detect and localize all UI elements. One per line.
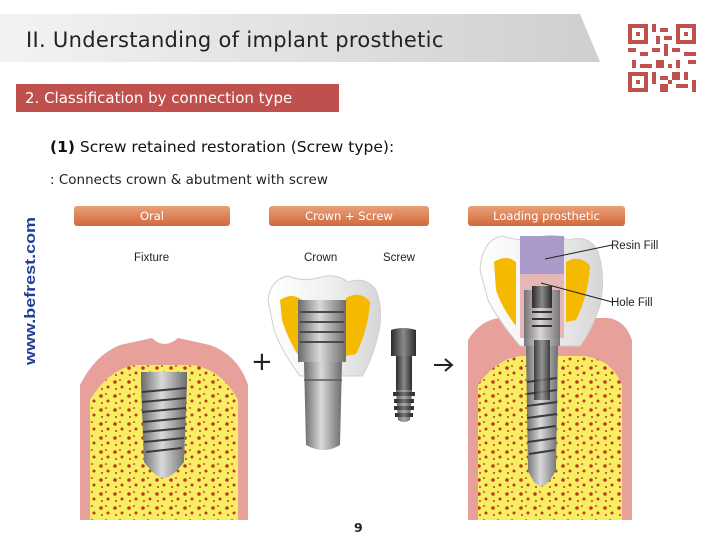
label-hole-fill: Hole Fill	[611, 297, 653, 309]
subheading-number: (1)	[50, 138, 75, 156]
section-label: 2. Classification by connection type	[16, 84, 339, 112]
page-number: 9	[354, 520, 363, 535]
label-fixture: Fixture	[134, 252, 170, 264]
fixture-implant	[141, 372, 187, 478]
label-screw: Screw	[383, 252, 415, 264]
crown-with-abutment	[268, 276, 381, 450]
plus-symbol: +	[251, 347, 273, 377]
oral-bone-with-fixture	[80, 338, 248, 520]
stage-label-crown-screw: Crown + Screw	[269, 206, 429, 226]
page-title: II. Understanding of implant prosthetic	[26, 28, 444, 52]
loading-prosthetic-assembly	[468, 235, 632, 520]
subheading-text: Screw retained restoration (Screw type):	[79, 138, 395, 156]
arrow-right-icon	[433, 358, 455, 372]
label-crown: Crown	[304, 252, 338, 264]
label-resin-fill: Resin Fill	[611, 240, 659, 252]
abutment-screw	[391, 328, 416, 422]
stage-label-loading: Loading prosthetic	[468, 206, 625, 226]
description-text: : Connects crown & abutment with screw	[50, 172, 328, 188]
stage-label-oral: Oral	[74, 206, 230, 226]
website-text: www.befrest.com	[22, 241, 39, 365]
